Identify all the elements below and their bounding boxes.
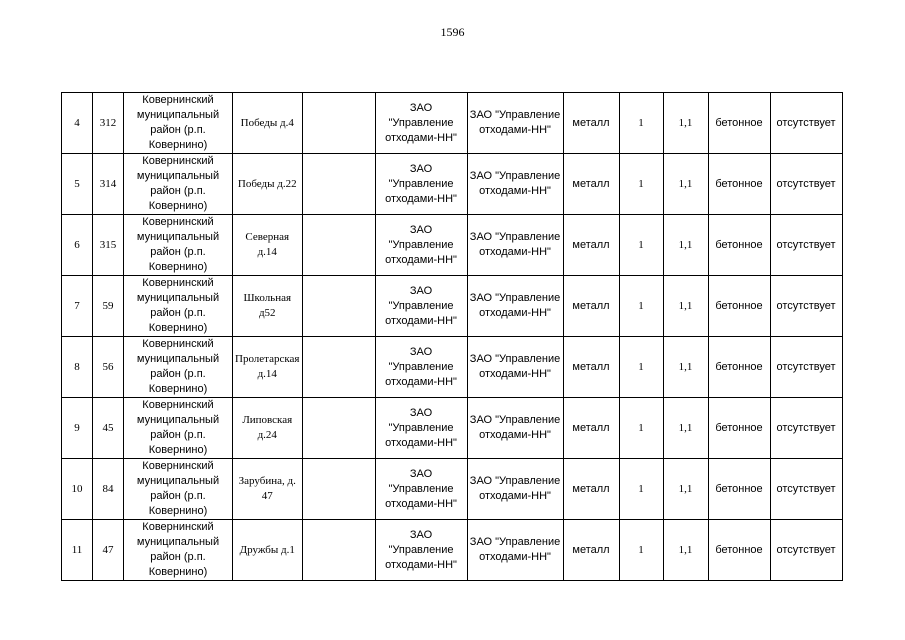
cell-material: металл	[563, 276, 619, 337]
cell-number: 5	[62, 154, 93, 215]
cell-surface: бетонное	[708, 520, 770, 581]
registry-table	[61, 92, 843, 581]
cell-number: 6	[62, 215, 93, 276]
cell-address: Липовская д.24	[233, 398, 303, 459]
cell-material: металл	[563, 398, 619, 459]
cell-address: Северная д.14	[233, 215, 303, 276]
cell-surface: бетонное	[708, 154, 770, 215]
cell-operator: ЗАО "Управление отходами-НН"	[375, 154, 467, 215]
cell-count: 1	[619, 337, 663, 398]
cell-owner: ЗАО "Управление отходами-НН"	[467, 459, 563, 520]
cell-volume: 1,1	[663, 93, 708, 154]
cell-code: 59	[93, 276, 124, 337]
cell-district: Ковернинский муниципальный район (р.п. Ковернино)	[124, 276, 233, 337]
cell-address: Школьная д52	[233, 276, 303, 337]
cell-code: 314	[93, 154, 124, 215]
cell-material: металл	[563, 337, 619, 398]
cell-fence: отсутствует	[770, 154, 842, 215]
cell-owner: ЗАО "Управление отходами-НН"	[467, 398, 563, 459]
cell-fence: отсутствует	[770, 93, 842, 154]
cell-surface: бетонное	[708, 398, 770, 459]
cell-fence: отсутствует	[770, 215, 842, 276]
cell-count: 1	[619, 398, 663, 459]
cell-district: Ковернинский муниципальный район (р.п. Ковернино)	[124, 93, 233, 154]
table-row	[62, 520, 843, 581]
cell-owner: ЗАО "Управление отходами-НН"	[467, 215, 563, 276]
table-row	[62, 459, 843, 520]
table-row	[62, 398, 843, 459]
cell-count: 1	[619, 215, 663, 276]
cell-count: 1	[619, 459, 663, 520]
cell-count: 1	[619, 154, 663, 215]
cell-operator: ЗАО "Управление отходами-НН"	[375, 520, 467, 581]
cell-blank	[302, 398, 375, 459]
cell-code: 84	[93, 459, 124, 520]
cell-number: 4	[62, 93, 93, 154]
cell-number: 11	[62, 520, 93, 581]
cell-blank	[302, 520, 375, 581]
cell-owner: ЗАО "Управление отходами-НН"	[467, 276, 563, 337]
table-row	[62, 215, 843, 276]
cell-material: металл	[563, 93, 619, 154]
cell-owner: ЗАО "Управление отходами-НН"	[467, 337, 563, 398]
cell-number: 8	[62, 337, 93, 398]
cell-operator: ЗАО "Управление отходами-НН"	[375, 337, 467, 398]
cell-district: Ковернинский муниципальный район (р.п. Ковернино)	[124, 459, 233, 520]
cell-volume: 1,1	[663, 459, 708, 520]
cell-code: 45	[93, 398, 124, 459]
cell-blank	[302, 276, 375, 337]
cell-material: металл	[563, 520, 619, 581]
page-number: 1596	[440, 25, 465, 39]
table-row	[62, 337, 843, 398]
cell-fence: отсутствует	[770, 337, 842, 398]
cell-volume: 1,1	[663, 520, 708, 581]
cell-count: 1	[619, 93, 663, 154]
cell-address: Победы д.22	[233, 154, 303, 215]
cell-number: 10	[62, 459, 93, 520]
cell-blank	[302, 459, 375, 520]
cell-material: металл	[563, 215, 619, 276]
cell-number: 7	[62, 276, 93, 337]
cell-address: Пролетарская д.14	[233, 337, 303, 398]
cell-code: 312	[93, 93, 124, 154]
cell-district: Ковернинский муниципальный район (р.п. Ковернино)	[124, 215, 233, 276]
cell-owner: ЗАО "Управление отходами-НН"	[467, 93, 563, 154]
table-body	[62, 93, 843, 581]
cell-operator: ЗАО "Управление отходами-НН"	[375, 276, 467, 337]
cell-material: металл	[563, 154, 619, 215]
cell-operator: ЗАО "Управление отходами-НН"	[375, 398, 467, 459]
cell-code: 56	[93, 337, 124, 398]
cell-owner: ЗАО "Управление отходами-НН"	[467, 520, 563, 581]
cell-fence: отсутствует	[770, 276, 842, 337]
cell-district: Ковернинский муниципальный район (р.п. Ковернино)	[124, 520, 233, 581]
cell-address: Победы д.4	[233, 93, 303, 154]
cell-surface: бетонное	[708, 459, 770, 520]
cell-volume: 1,1	[663, 337, 708, 398]
cell-number: 9	[62, 398, 93, 459]
cell-district: Ковернинский муниципальный район (р.п. Ковернино)	[124, 337, 233, 398]
cell-fence: отсутствует	[770, 398, 842, 459]
cell-count: 1	[619, 520, 663, 581]
table-row	[62, 93, 843, 154]
cell-volume: 1,1	[663, 276, 708, 337]
cell-owner: ЗАО "Управление отходами-НН"	[467, 154, 563, 215]
cell-count: 1	[619, 276, 663, 337]
cell-address: Зарубина, д. 47	[233, 459, 303, 520]
cell-volume: 1,1	[663, 398, 708, 459]
cell-code: 47	[93, 520, 124, 581]
cell-fence: отсутствует	[770, 520, 842, 581]
cell-blank	[302, 154, 375, 215]
cell-volume: 1,1	[663, 154, 708, 215]
cell-surface: бетонное	[708, 93, 770, 154]
cell-operator: ЗАО "Управление отходами-НН"	[375, 93, 467, 154]
cell-address: Дружбы д.1	[233, 520, 303, 581]
cell-code: 315	[93, 215, 124, 276]
cell-material: металл	[563, 459, 619, 520]
table-row	[62, 276, 843, 337]
cell-surface: бетонное	[708, 215, 770, 276]
cell-blank	[302, 93, 375, 154]
cell-blank	[302, 215, 375, 276]
cell-blank	[302, 337, 375, 398]
cell-surface: бетонное	[708, 276, 770, 337]
cell-volume: 1,1	[663, 215, 708, 276]
cell-surface: бетонное	[708, 337, 770, 398]
cell-fence: отсутствует	[770, 459, 842, 520]
cell-operator: ЗАО "Управление отходами-НН"	[375, 459, 467, 520]
cell-operator: ЗАО "Управление отходами-НН"	[375, 215, 467, 276]
cell-district: Ковернинский муниципальный район (р.п. Ковернино)	[124, 154, 233, 215]
table-row	[62, 154, 843, 215]
cell-district: Ковернинский муниципальный район (р.п. Ковернино)	[124, 398, 233, 459]
